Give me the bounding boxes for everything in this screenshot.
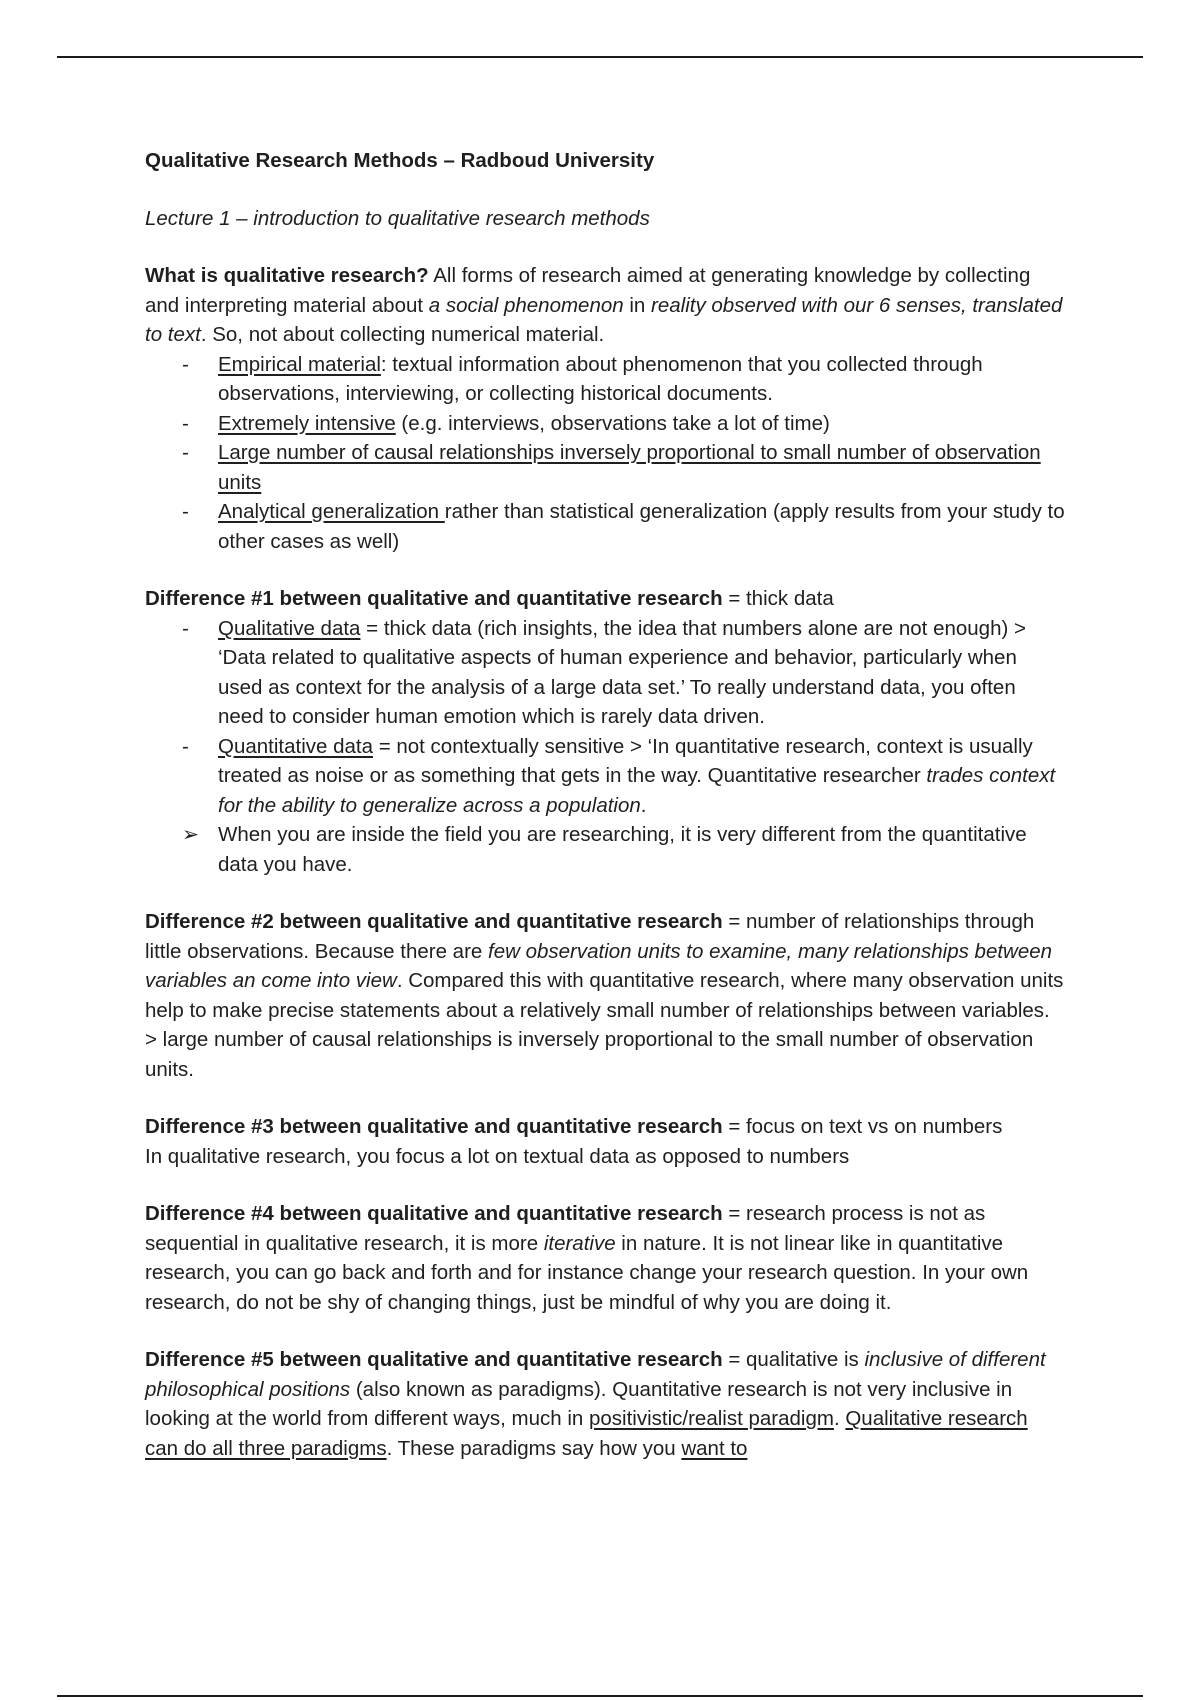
list-item	[145, 409, 1065, 439]
intro-italic-2: reality observed with our 6 senses, translated to text	[145, 293, 1063, 346]
diff5-paragraph	[145, 1345, 1065, 1463]
diff3-text: In qualitative research, you focus a lot on textual data as opposed to numbers	[145, 1144, 850, 1168]
section-intro	[145, 261, 1065, 556]
bullet-text: rather than statistical generalization (apply results from your study to other cases as well)	[218, 500, 1065, 553]
section-difference-2	[145, 907, 1065, 1084]
section-difference-5	[145, 1345, 1065, 1463]
bullet-term: Empirical material	[218, 352, 381, 376]
intro-heading: What is qualitative research?	[145, 264, 429, 287]
bullet-term: Extremely intensive	[218, 411, 396, 435]
diff5-text-4: . These paradigms say how you	[386, 1436, 682, 1460]
diff2-text-2: . Compared this with quantitative research, where many observation units help to make precise statements about a relatively small number of relationships between variables. > large number of causal relationships is inversely proportional to the small number of observation units.	[145, 969, 1064, 1081]
diff5-underline-3: want to	[681, 1436, 748, 1460]
diff5-text-2: (also known as paradigms). Quantitative research is not very inclusive in looking at the world from different ways, much in	[145, 1377, 1013, 1430]
intro-italic-1: a social phenomenon	[428, 293, 624, 317]
list-item	[145, 350, 1065, 409]
list-item	[145, 497, 1065, 556]
diff2-heading: Difference #2 between qualitative and quantitative research	[145, 910, 723, 933]
dash-bullet: -	[182, 441, 189, 464]
section-difference-3	[145, 1112, 1065, 1171]
diff4-heading: Difference #4 between qualitative and quantitative research	[145, 1202, 723, 1225]
list-item	[145, 438, 1065, 497]
diff3-heading: Difference #3 between qualitative and quantitative research	[145, 1115, 723, 1138]
bullet-italic: trades context for the ability to generalize across a population	[218, 764, 1056, 817]
diff1-summary: = thick data	[722, 587, 834, 610]
intro-paragraph	[145, 261, 1065, 350]
bullet-term: Qualitative data	[218, 616, 361, 640]
diff2-paragraph	[145, 907, 1065, 1084]
dash-bullet: -	[182, 352, 189, 376]
diff5-text-1: = qualitative is	[722, 1348, 865, 1371]
intro-text-2: in	[623, 293, 652, 317]
diff3-summary: = focus on text vs on numbers	[722, 1115, 1003, 1138]
diff5-underline-2: Qualitative research can do all three paradigms	[145, 1407, 1028, 1460]
header-rule	[57, 56, 1143, 58]
list-item	[145, 732, 1065, 821]
bullet-text: : textual information about phenomenon that you collected through observations, interviewing, or collecting historical documents.	[218, 352, 983, 405]
section-difference-1	[145, 584, 1065, 879]
diff1-heading-line	[145, 584, 1065, 614]
diff4-italic: iterative	[543, 1231, 616, 1255]
intro-text-3: . So, not about collecting numerical material.	[200, 323, 605, 346]
bullet-term: Quantitative data	[218, 734, 373, 758]
section-difference-4	[145, 1199, 1065, 1317]
dash-bullet: -	[182, 616, 189, 640]
list-item	[145, 820, 1065, 879]
dash-bullet: -	[182, 734, 189, 758]
diff3-heading-line	[145, 1112, 1065, 1142]
bullet-text: = not contextually sensitive > ‘In quantitative research, context is usually treated as noise or as something that gets in the way. Quantitative researcher	[218, 734, 1033, 787]
diff5-heading: Difference #5 between qualitative and quantitative research	[145, 1348, 723, 1371]
list-item	[145, 614, 1065, 732]
diff4-text-1: = research process is not as sequential in qualitative research, it is more	[145, 1202, 986, 1255]
intro-bullet-list	[145, 350, 1065, 557]
diff5-text-3: .	[833, 1407, 846, 1430]
diff4-text-2: in nature. It is not linear like in quantitative research, you can go back and forth and for instance change your research question. In your own research, do not be shy of changing things, just be mindful of why you are doing it.	[145, 1231, 1029, 1314]
bullet-text: = thick data (rich insights, the idea that numbers alone are not enough) > ‘Data related to qualitative aspects of human experience and behavior, particularly when used as context for the analysis of a large data set.’ To really understand data, you often need to consider human emotion which is rarely data driven.	[218, 616, 1026, 728]
bullet-text-end: .	[640, 793, 647, 817]
intro-text-1: All forms of research aimed at generating knowledge by collecting and interpreting material about	[145, 264, 1031, 317]
footer-rule	[57, 1695, 1143, 1697]
diff1-bullet-list	[145, 614, 1065, 880]
arrow-bullet-icon: ➢	[182, 823, 200, 846]
diff2-text-1: = number of relationships through little observations. Because there are	[145, 910, 1035, 963]
dash-bullet: -	[182, 411, 189, 435]
diff5-underline-1: positivistic/realist paradigm	[589, 1407, 834, 1430]
bullet-term: Large number of causal relationships inversely proportional to small number of observation units	[218, 441, 1041, 494]
diff1-heading: Difference #1 between qualitative and quantitative research	[145, 587, 723, 610]
bullet-term: Analytical generalization	[218, 500, 445, 523]
document-title: Qualitative Research Methods – Radboud University	[145, 149, 655, 172]
diff2-italic: few observation units to examine, many relationships between variables an come into view	[145, 939, 1053, 992]
diff5-italic: inclusive of different philosophical positions	[145, 1348, 1046, 1401]
lecture-heading: Lecture 1 – introduction to qualitative research methods	[145, 206, 650, 230]
bullet-text: (e.g. interviews, observations take a lot of time)	[395, 411, 830, 435]
bullet-text: When you are inside the field you are researching, it is very different from the quantitative data you have.	[218, 823, 1027, 876]
dash-bullet: -	[182, 500, 189, 523]
diff4-paragraph	[145, 1199, 1065, 1317]
document-page	[145, 146, 1065, 1491]
